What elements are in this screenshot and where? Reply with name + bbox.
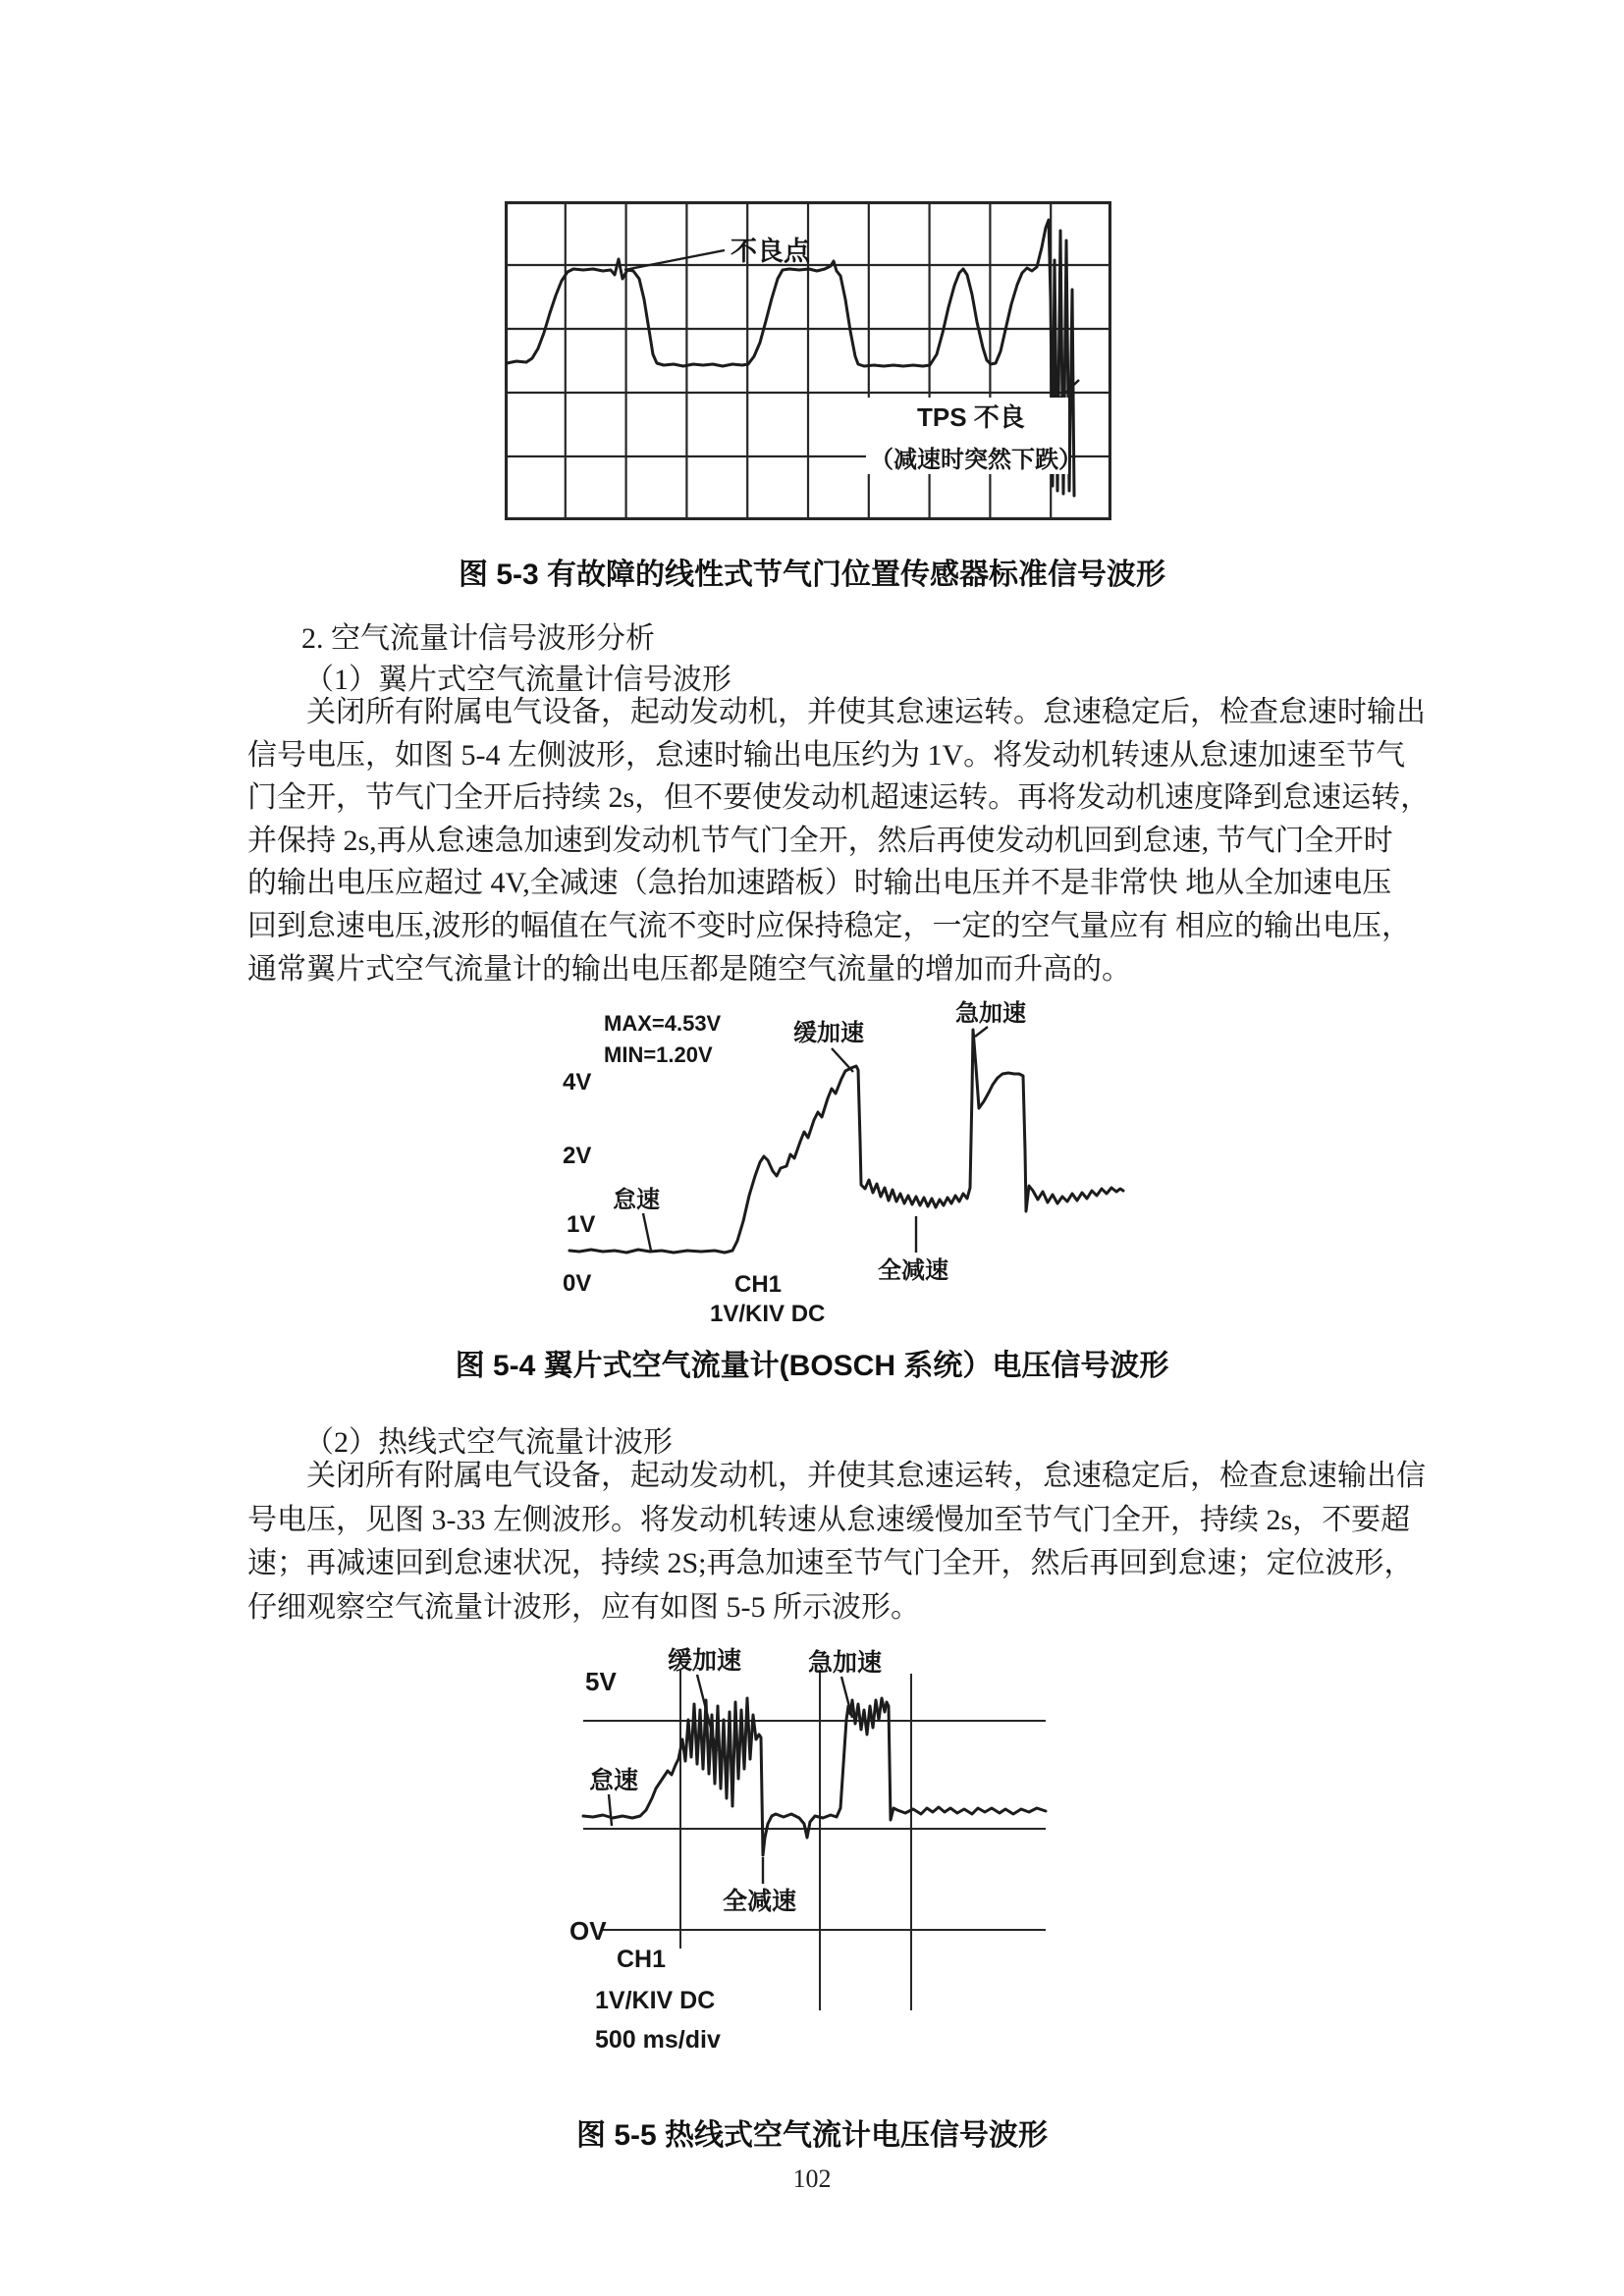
subsection-2-heading: （2）热线式空气流量计波形 xyxy=(304,1426,673,1459)
figure-5-4-caption: 图 5-4 翼片式空气流量计(BOSCH 系统）电压信号波形 xyxy=(455,1350,1169,1382)
paragraph-1 xyxy=(247,691,1431,990)
page-number: 102 xyxy=(792,2164,832,2193)
idle-leader-line xyxy=(643,1213,651,1251)
paragraph-2-line: 号电压，见图 3-33 左侧波形。将发动机转速从怠速缓慢加至节气门全开，持续 2s，不要超 xyxy=(247,1503,1411,1536)
paragraph-1-line: 的输出电压应超过 4V,全减速（急抬加速踏板）时输出电压并不是非常快 地从全加速电压 xyxy=(247,867,1392,900)
tps-fault-label-line2: （减速时突然下跌） xyxy=(870,447,1082,473)
idle-leader-line xyxy=(609,1794,612,1826)
rapid-accel-leader-line xyxy=(975,1027,988,1037)
idle-label: 怠速 xyxy=(589,1767,639,1794)
axis-0v-label: OV xyxy=(569,1916,607,1946)
tps-fault-label-line1: TPS 不良 xyxy=(917,402,1025,432)
paragraph-1-line: 通常翼片式空气流量计的输出电压都是随空气流量的增加而升高的。 xyxy=(247,952,1131,986)
paragraph-2-line: 仔细观察空气流量计波形，应有如图 5-5 所示波形。 xyxy=(247,1590,920,1624)
channel-label: CH1 xyxy=(734,1271,783,1298)
paragraph-1-line: 信号电压，如图 5-4 左侧波形，怠速时输出电压约为 1V。将发动机转速从怠速加速至节气 xyxy=(247,738,1406,772)
full-decel-label: 全减速 xyxy=(723,1888,797,1915)
idle-label: 怠速 xyxy=(613,1187,660,1213)
slow-accel-label: 缓加速 xyxy=(793,1020,864,1046)
figure-5-5-caption: 图 5-5 热线式空气流计电压信号波形 xyxy=(575,2119,1049,2152)
section-2-heading: 2. 空气流量计信号波形分析 xyxy=(301,622,655,655)
volts-per-div-label: 1V/KIV DC xyxy=(710,1301,826,1327)
paragraph-2 xyxy=(247,1455,1426,1629)
paragraph-1-line: 关闭所有附属电气设备，起动发动机，并使其怠速运转。怠速稳定后，检查怠速时输出 xyxy=(306,696,1426,728)
figure-5-3-tps-waveform xyxy=(505,201,1111,520)
axis-4v-label: 4V xyxy=(563,1069,592,1095)
axis-5v-label: 5V xyxy=(585,1667,617,1696)
defect-point-leader-line xyxy=(624,250,725,270)
figure-5-3-caption: 图 5-3 有故障的线性式节气门位置传感器标准信号波形 xyxy=(458,559,1166,591)
figure-5-4-vane-afm-waveform xyxy=(550,993,1139,1335)
channel-label: CH1 xyxy=(617,1946,667,1973)
paragraph-2-line: 关闭所有附属电气设备，起动发动机，并使其怠速运转，怠速稳定后，检查怠速输出信 xyxy=(306,1460,1426,1492)
paragraph-1-line: 并保持 2s,再从怠速急加速到发动机节气门全开，然后再使发动机回到怠速, 节气门全开时 xyxy=(247,824,1393,857)
full-decel-label: 全减速 xyxy=(878,1257,948,1284)
rapid-accel-label: 急加速 xyxy=(955,1000,1026,1027)
slow-accel-label: 缓加速 xyxy=(668,1647,742,1675)
defect-point-label: 不良点 xyxy=(731,237,810,266)
subsection-1-heading: （1）翼片式空气流量计信号波形 xyxy=(304,664,731,696)
volts-per-div-label: 1V/KIV DC xyxy=(595,1987,716,2014)
axis-1v-label: 1V xyxy=(567,1211,596,1238)
timebase-label: 500 ms/div xyxy=(595,2026,721,2054)
axis-2v-label: 2V xyxy=(563,1143,592,1169)
rapid-accel-label: 急加速 xyxy=(808,1649,883,1677)
max-value-label: MAX=4.53V xyxy=(604,1011,722,1036)
paragraph-1-line: 回到怠速电压,波形的幅值在气流不变时应保持稳定，一定的空气量应有 相应的输出电压， xyxy=(247,909,1411,942)
min-value-label: MIN=1.20V xyxy=(604,1042,713,1067)
axis-0v-label: 0V xyxy=(563,1270,592,1297)
figure-5-5-hotwire-afm-waveform xyxy=(550,1641,1060,2054)
paragraph-1-line: 门全开，节气门全开后持续 2s，但不要使发动机超速运转。再将发动机速度降到怠速运转， xyxy=(247,781,1431,815)
paragraph-2-line: 速；再减速回到怠速状况，持续 2S;再急加速至节气门全开，然后再回到怠速；定位波形， xyxy=(247,1547,1414,1579)
slow-accel-leader-line xyxy=(832,1048,853,1072)
